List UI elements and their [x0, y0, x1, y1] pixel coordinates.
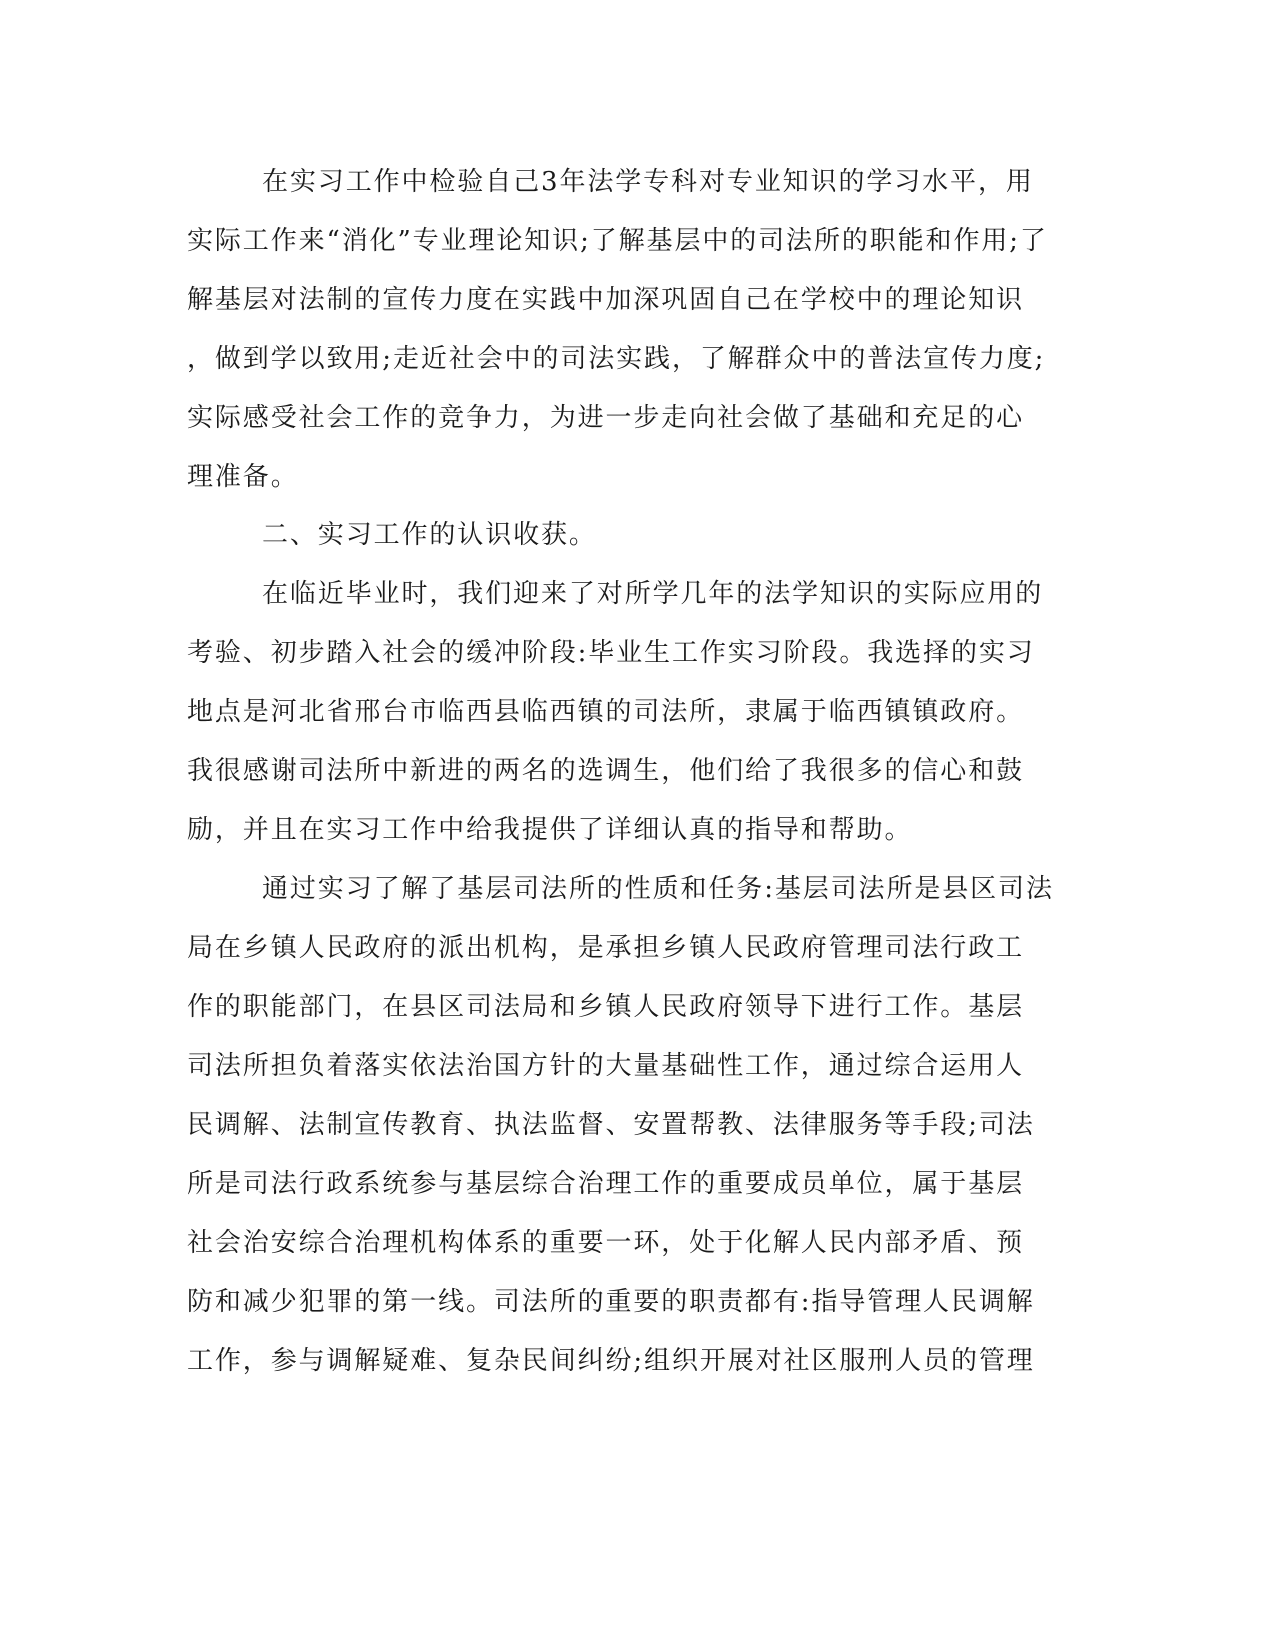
text-line-15: 作的职能部门，在县区司法局和乡镇人民政府领导下进行工作。基层 [187, 992, 1025, 1022]
text-line-9: 考验、初步踏入社会的缓冲阶段:毕业生工作实习阶段。我选择的实习 [187, 638, 1035, 668]
text-line-3: 解基层对法制的宣传力度在实践中加深巩固自己在学校中的理论知识 [187, 285, 1025, 315]
section-heading: 二、实习工作的认识收获。 [262, 520, 597, 550]
text-line-6: 理准备。 [187, 462, 299, 492]
text-line-12: 励，并且在实习工作中给我提供了详细认真的指导和帮助。 [187, 815, 913, 845]
text-line-2: 实际工作来“消化”专业理论知识;了解基层中的司法所的职能和作用;了 [187, 226, 1048, 256]
text-line-21: 工作，参与调解疑难、复杂民间纠纷;组织开展对社区服刑人员的管理 [187, 1346, 1035, 1376]
text-line-13: 通过实习了解了基层司法所的性质和任务:基层司法所是县区司法 [262, 874, 1054, 904]
text-line-18: 所是司法行政系统参与基层综合治理工作的重要成员单位，属于基层 [187, 1169, 1025, 1199]
text-line-4: ，做到学以致用;走近社会中的司法实践，了解群众中的普法宣传力度; [187, 344, 1046, 374]
text-line-10: 地点是河北省邢台市临西县临西镇的司法所，隶属于临西镇镇政府。 [187, 697, 1025, 727]
text-line-14: 局在乡镇人民政府的派出机构，是承担乡镇人民政府管理司法行政工 [187, 933, 1025, 963]
text-line-19: 社会治安综合治理机构体系的重要一环，处于化解人民内部矛盾、预 [187, 1228, 1025, 1258]
text-line-8: 在临近毕业时，我们迎来了对所学几年的法学知识的实际应用的 [262, 579, 1044, 609]
text-line-11: 我很感谢司法所中新进的两名的选调生，他们给了我很多的信心和鼓 [187, 756, 1025, 786]
text-line-17: 民调解、法制宣传教育、执法监督、安置帮教、法律服务等手段;司法 [187, 1110, 1035, 1140]
text-line-5: 实际感受社会工作的竞争力，为进一步走向社会做了基础和充足的心 [187, 403, 1025, 433]
text-line-20: 防和减少犯罪的第一线。司法所的重要的职责都有:指导管理人民调解 [187, 1287, 1035, 1317]
text-line-1: 在实习工作中检验自己3年法学专科对专业知识的学习水平，用 [262, 167, 1034, 197]
text-line-16: 司法所担负着落实依法治国方针的大量基础性工作，通过综合运用人 [187, 1051, 1025, 1081]
